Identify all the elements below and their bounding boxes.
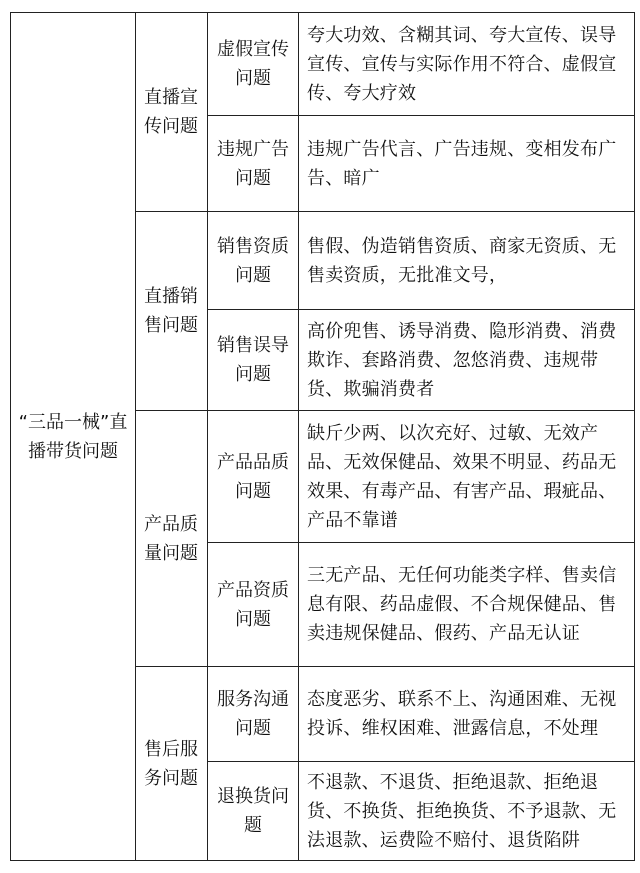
subcategory-label: 销售资质问题 bbox=[217, 235, 289, 286]
subcategory-cell bbox=[208, 310, 299, 411]
description-text: 夸大功效、含糊其词、夸大宣传、误导宣传、宣传与实际作用不符合、虚假宣传、夸大疗效 bbox=[307, 24, 617, 104]
subcategory-label: 退换货问题 bbox=[217, 786, 289, 836]
description-cell bbox=[299, 310, 635, 411]
description-cell bbox=[299, 543, 635, 667]
group-label: 直播宣传问题 bbox=[144, 87, 198, 137]
root-category-cell bbox=[11, 13, 136, 861]
description-cell bbox=[299, 13, 635, 116]
subcategory-cell bbox=[208, 411, 299, 543]
group-label: 直播销售问题 bbox=[144, 286, 198, 336]
subcategory-cell bbox=[208, 116, 299, 212]
subcategory-label: 产品品质问题 bbox=[217, 451, 289, 502]
subcategory-cell bbox=[208, 762, 299, 861]
description-text: 缺斤少两、以次充好、过敏、无效产品、无效保健品、效果不明显、药品无效果、有毒产品、有害产品、瑕疵品、产品不靠谱 bbox=[307, 422, 617, 531]
description-text: 高价兜售、诱导消费、隐形消费、消费欺诈、套路消费、忽悠消费、违规带货、欺骗消费者 bbox=[307, 320, 617, 400]
description-text: 三无产品、无任何功能类字样、售卖信息有限、药品虚假、不合规保健品、售卖违规保健品、假药、产品无认证 bbox=[307, 565, 617, 644]
description-cell bbox=[299, 667, 635, 762]
subcategory-label: 违规广告问题 bbox=[217, 138, 289, 189]
group-cell bbox=[136, 212, 208, 411]
group-label: 售后服务问题 bbox=[144, 738, 198, 789]
table-row bbox=[11, 13, 635, 116]
group-cell bbox=[136, 411, 208, 667]
subcategory-label: 服务沟通问题 bbox=[217, 689, 289, 739]
description-cell bbox=[299, 411, 635, 543]
subcategory-cell bbox=[208, 212, 299, 310]
description-text: 售假、伪造销售资质、商家无资质、无售卖资质，无批准文号， bbox=[307, 235, 617, 286]
subcategory-label: 产品资质问题 bbox=[217, 579, 289, 630]
description-text: 态度恶劣、联系不上、沟通困难、无视投诉、维权困难、泄露信息，不处理 bbox=[307, 689, 617, 739]
subcategory-cell bbox=[208, 543, 299, 667]
group-cell bbox=[136, 13, 208, 212]
description-cell bbox=[299, 762, 635, 861]
group-label: 产品质量问题 bbox=[144, 513, 198, 564]
subcategory-label: 虚假宣传问题 bbox=[217, 39, 289, 89]
subcategory-cell bbox=[208, 13, 299, 116]
description-text: 不退款、不退货、拒绝退款、拒绝退货、不换货、拒绝换货、不予退款、无法退款、运费险不赔付、退货陷阱 bbox=[307, 771, 617, 851]
subcategory-label: 销售误导问题 bbox=[217, 335, 289, 385]
description-cell bbox=[299, 212, 635, 310]
description-text: 违规广告代言、广告违规、变相发布广告、暗广 bbox=[307, 138, 617, 189]
subcategory-cell bbox=[208, 667, 299, 762]
root-category-label: “三品一械”直播带货问题 bbox=[18, 411, 128, 462]
group-cell bbox=[136, 667, 208, 861]
problem-classification-table bbox=[10, 12, 635, 861]
description-cell bbox=[299, 116, 635, 212]
